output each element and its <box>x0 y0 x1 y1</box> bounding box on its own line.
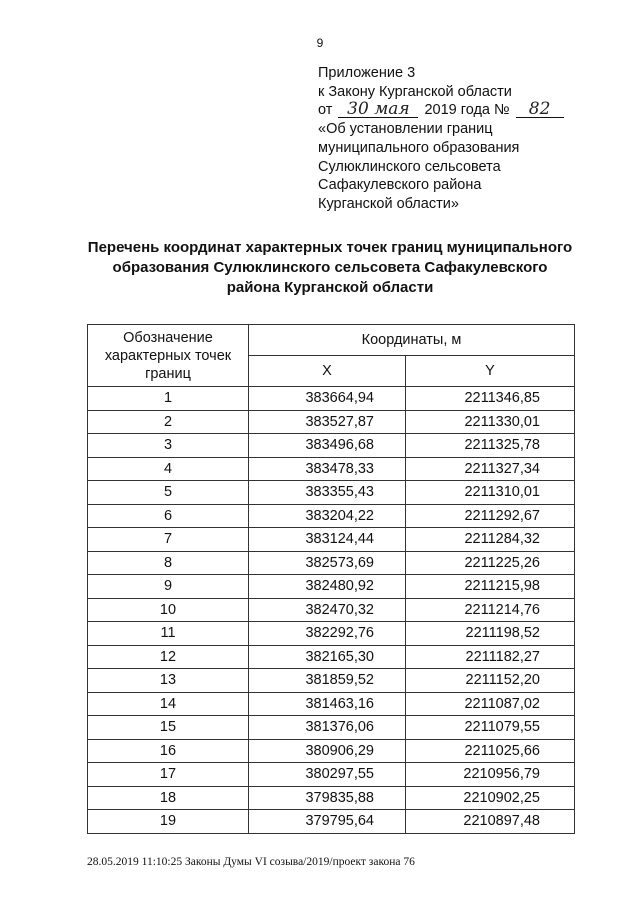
coord-y-cell <box>406 410 575 434</box>
coord-y-cell <box>406 786 575 810</box>
page-number: 9 <box>316 36 324 50</box>
point-number: 14 <box>88 692 249 716</box>
appendix-law-name-4: Сафакулевского района <box>318 177 482 194</box>
coord-y-cell <box>406 551 575 575</box>
coord-x-cell <box>249 669 406 693</box>
point-number: 15 <box>88 716 249 740</box>
appendix-title: Приложение 3 <box>318 65 416 81</box>
point-number: 8 <box>88 551 249 575</box>
coord-x-cell <box>249 739 406 763</box>
point-number: 4 <box>88 457 249 481</box>
coord-x-cell <box>249 457 406 481</box>
table-row <box>88 669 575 693</box>
point-number: 6 <box>88 504 249 528</box>
coord-x: 381859,52 <box>305 672 374 689</box>
appendix-law-name-5: Курганской области» <box>318 195 459 212</box>
header-coordinates: Координаты, м <box>249 325 575 356</box>
coord-x: 382470,32 <box>305 601 374 618</box>
coord-x-cell <box>249 645 406 669</box>
coord-y: 2210956,79 <box>463 766 540 783</box>
coord-y-cell <box>406 457 575 481</box>
table-row <box>88 810 575 834</box>
coord-y-cell <box>406 528 575 552</box>
coord-y: 2211330,01 <box>464 413 540 430</box>
point-number: 18 <box>88 786 249 810</box>
appendix-date-line <box>318 101 618 120</box>
coord-x-cell <box>249 598 406 622</box>
table-row <box>88 692 575 716</box>
coord-y-cell <box>406 810 575 834</box>
appendix-law-name-2: муниципального образования <box>318 139 520 156</box>
table-row <box>88 410 575 434</box>
appendix-law-name-1: «Об установлении границ <box>318 121 493 138</box>
coord-x: 383124,44 <box>305 531 374 548</box>
coord-y: 2211292,67 <box>464 507 540 524</box>
header-point-label: Обозначение характерных точек границ <box>88 325 249 387</box>
coord-y-cell <box>406 716 575 740</box>
coord-x: 380297,55 <box>305 766 374 783</box>
coord-y-cell <box>406 622 575 646</box>
coord-y: 2211225,26 <box>464 554 540 571</box>
point-number: 1 <box>88 387 249 411</box>
coord-y-cell <box>406 692 575 716</box>
date-prefix: от <box>318 102 333 119</box>
handwritten-law-number: 82 <box>516 102 564 118</box>
point-number: 9 <box>88 575 249 599</box>
coord-x: 379835,88 <box>305 789 374 806</box>
table-row <box>88 575 575 599</box>
table-row <box>88 739 575 763</box>
point-number: 16 <box>88 739 249 763</box>
coord-x: 382292,76 <box>305 625 374 642</box>
table-row <box>88 434 575 458</box>
coord-y-cell <box>406 481 575 505</box>
table-row <box>88 551 575 575</box>
coord-x-cell <box>249 716 406 740</box>
header-x: X <box>249 356 406 387</box>
coord-y: 2211087,02 <box>464 695 540 712</box>
table-row <box>88 645 575 669</box>
title-line-2: образования Сулюклинского сельсовета Сафакулевского <box>112 259 548 276</box>
table-row <box>88 457 575 481</box>
coord-x: 381463,16 <box>305 695 374 712</box>
point-number: 3 <box>88 434 249 458</box>
table-row <box>88 481 575 505</box>
coord-x-cell <box>249 763 406 787</box>
appendix-law-name-3: Сулюклинского сельсовета <box>318 158 501 175</box>
coord-y: 2211215,98 <box>464 578 540 595</box>
point-number: 10 <box>88 598 249 622</box>
table-row <box>88 387 575 411</box>
point-number: 5 <box>88 481 249 505</box>
coord-y: 2211327,34 <box>464 460 540 477</box>
document-title <box>60 238 600 298</box>
table-row <box>88 716 575 740</box>
table-row <box>88 622 575 646</box>
point-number: 19 <box>88 810 249 834</box>
coord-y-cell <box>406 434 575 458</box>
title-line-1: Перечень координат характерных точек границ муниципального <box>87 239 573 256</box>
coord-y-cell <box>406 387 575 411</box>
coord-x-cell <box>249 551 406 575</box>
coord-x-cell <box>249 504 406 528</box>
coord-y-cell <box>406 739 575 763</box>
coord-y: 2210897,48 <box>463 813 540 830</box>
coord-x: 383664,94 <box>305 390 374 407</box>
appendix-block <box>318 64 618 214</box>
footer-stamp: 28.05.2019 11:10:25 Законы Думы VI созыва/2019/проект закона 76 <box>87 856 415 868</box>
year-text: 2019 года № <box>424 102 510 119</box>
table-row <box>88 504 575 528</box>
coord-x: 383204,22 <box>305 507 374 524</box>
coord-y: 2211198,52 <box>465 625 540 642</box>
coord-y: 2211346,85 <box>464 390 540 407</box>
coord-x: 382573,69 <box>305 554 374 571</box>
coord-y: 2211310,01 <box>464 484 540 501</box>
coord-x-cell <box>249 528 406 552</box>
coord-x-cell <box>249 810 406 834</box>
point-number: 7 <box>88 528 249 552</box>
header-y: Y <box>406 356 575 387</box>
point-number: 13 <box>88 669 249 693</box>
table-row <box>88 598 575 622</box>
coord-x-cell <box>249 692 406 716</box>
coord-x-cell <box>249 434 406 458</box>
point-number: 2 <box>88 410 249 434</box>
coord-y: 2211325,78 <box>464 437 540 454</box>
coord-y: 2211182,27 <box>465 648 540 665</box>
appendix-law-ref: к Закону Курганской области <box>318 83 512 100</box>
coord-x: 382480,92 <box>305 578 374 595</box>
coord-x-cell <box>249 481 406 505</box>
coord-y-cell <box>406 763 575 787</box>
coord-y-cell <box>406 669 575 693</box>
coord-x: 383496,68 <box>305 437 374 454</box>
coord-y: 2211284,32 <box>464 531 540 548</box>
coord-x: 383355,43 <box>305 484 374 501</box>
coord-x-cell <box>249 410 406 434</box>
table-row <box>88 763 575 787</box>
coord-y: 2211214,76 <box>464 601 540 618</box>
table-body <box>88 387 575 834</box>
handwritten-date: 30 мая <box>338 102 418 118</box>
point-number: 12 <box>88 645 249 669</box>
coord-y-cell <box>406 645 575 669</box>
coord-x-cell <box>249 786 406 810</box>
coord-y: 2210902,25 <box>463 789 540 806</box>
table-row <box>88 528 575 552</box>
coord-y-cell <box>406 598 575 622</box>
coord-y-cell <box>406 504 575 528</box>
coord-x-cell <box>249 387 406 411</box>
coord-x: 379795,64 <box>305 813 374 830</box>
coord-y: 2211025,66 <box>464 742 540 759</box>
coord-x: 383478,33 <box>305 460 374 477</box>
coord-x-cell <box>249 575 406 599</box>
coord-x: 383527,87 <box>305 413 374 430</box>
coord-y-cell <box>406 575 575 599</box>
coord-y: 2211152,20 <box>465 672 540 689</box>
point-number: 11 <box>88 622 249 646</box>
point-number: 17 <box>88 763 249 787</box>
coord-y: 2211079,55 <box>464 719 540 736</box>
coord-x: 382165,30 <box>305 648 374 665</box>
coordinates-table <box>87 324 575 834</box>
title-line-3: района Курганской области <box>226 279 434 296</box>
coord-x: 381376,06 <box>305 719 374 736</box>
table-row <box>88 786 575 810</box>
coord-x: 380906,29 <box>305 742 374 759</box>
coord-x-cell <box>249 622 406 646</box>
